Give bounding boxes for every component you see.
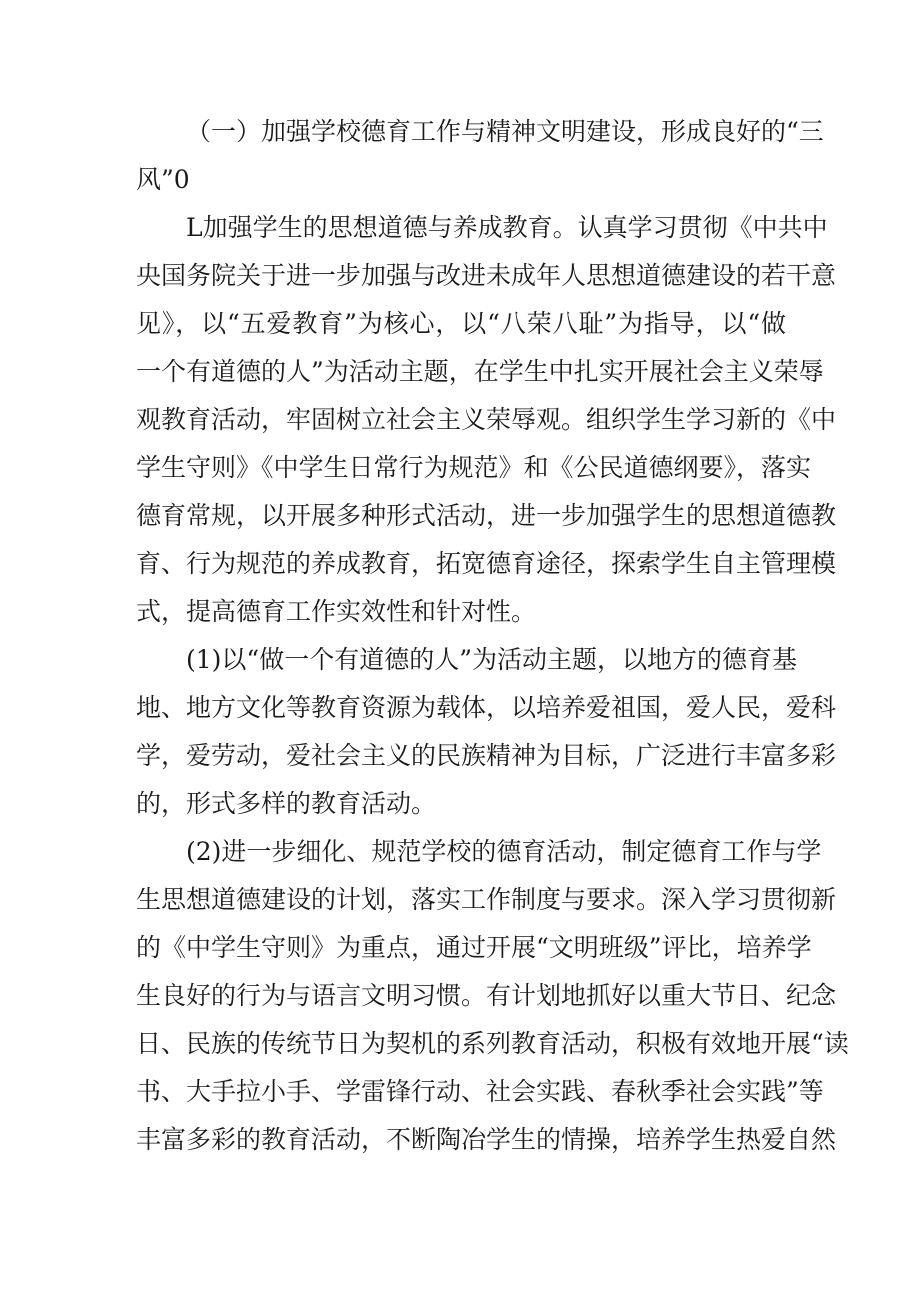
para-3-line-4: 生良好的行为与语言文明习惯。有计划地抓好以重大节日、纪念 xyxy=(136,981,837,1010)
para-1-line-1: L加强学生的思想道德与养成教育。认真学习贯彻《中共中 xyxy=(186,213,828,242)
para-2-line-1: (1)以“做一个有道德的人”为活动主题，以地方的德育基 xyxy=(186,645,797,674)
para-1-line-5: 观教育活动，牢固树立社会主义荣辱观。组织学生学习新的《中 xyxy=(136,405,837,434)
para-1-line-4: 一个有道德的人”为活动主题，在学生中扎实开展社会主义荣辱 xyxy=(136,357,824,386)
para-3-line-5: 日、民族的传统节日为契机的系列教育活动，积极有效地开展“读 xyxy=(136,1029,849,1058)
para-1-line-3: 见》，以“五爱教育”为核心，以“八荣八耻”为指导，以“做 xyxy=(136,309,786,338)
section-heading-line-2: 风”0 xyxy=(136,165,190,194)
para-3-line-7: 丰富多彩的教育活动，不断陶冶学生的情操，培养学生热爱自然 xyxy=(136,1125,837,1154)
para-2-line-2: 地、地方文化等教育资源为载体，以培养爱祖国，爱人民，爱科 xyxy=(136,693,837,722)
para-1-line-7: 德育常规，以开展多种形式活动，进一步加强学生的思想道德教 xyxy=(136,501,837,530)
para-2-line-4: 的，形式多样的教育活动。 xyxy=(136,789,437,818)
para-3-line-3: 的《中学生守则》为重点，通过开展“文明班级”评比，培养学 xyxy=(136,933,812,962)
para-1-line-2: 央国务院关于进一步加强与改进未成年人思想道德建设的若干意 xyxy=(136,261,837,290)
section-heading-line-1: （一）加强学校德育工作与精神文明建设，形成良好的“三 xyxy=(186,117,824,146)
para-1-line-8: 育、行为规范的养成教育，拓宽德育途径，探索学生自主管理模 xyxy=(136,549,837,578)
para-1-line-6: 学生守则》《中学生日常行为规范》和《公民道德纲要》，落实 xyxy=(136,453,812,482)
para-2-line-3: 学，爱劳动，爱社会主义的民族精神为目标，广泛进行丰富多彩 xyxy=(136,741,837,770)
para-1-line-9: 式，提高德育工作实效性和针对性。 xyxy=(136,597,537,626)
para-3-line-2: 生思想道德建设的计划，落实工作制度与要求。深入学习贯彻新 xyxy=(136,885,837,914)
para-3-line-6: 书、大手拉小手、学雷锋行动、社会实践、春秋季社会实践”等 xyxy=(136,1077,824,1106)
para-3-line-1: (2)进一步细化、规范学校的德育活动，制定德育工作与学 xyxy=(186,837,822,866)
